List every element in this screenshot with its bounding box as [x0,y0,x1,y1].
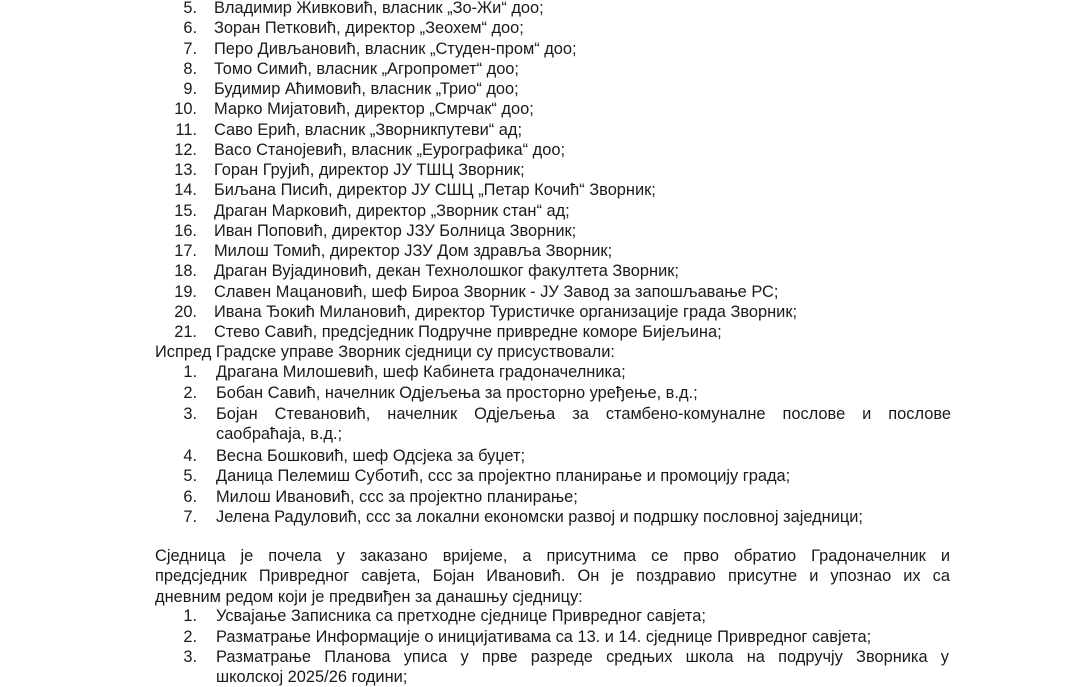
list-item-number: 17. [174,242,197,260]
admin-heading: Испред Градске управе Зворник сједници су присуствовали: [155,343,615,361]
intro-line: Сједница је почела у заказано вријеме, а присутнима се прво обратио Градоначелник и [155,547,950,565]
intro-line: дневним редом који је предвиђен за данашњу сједницу: [155,587,583,606]
list-item-text: Славен Мацановић, шеф Бироа Зворник - ЈУ Завод за запошљавање РС; [214,282,779,301]
list-item-text: Будимир Аћимовић, власник „Трио“ доо; [214,80,519,98]
list-item-number: 5. [183,0,197,17]
list-item-text: Иван Поповић, директор ЈЗУ Болница Зворник; [214,221,577,240]
list-item-text: Разматрање Планова уписа у прве разреде средњих школа на подручју Зворника у [216,648,949,666]
list-item-text: Бобан Савић, начелник Одјељења за просторно уређење, в.д.; [216,384,698,402]
list-item-text: Саво Ерић, власник „Зворникпутеви“ ад; [214,120,523,139]
list-item-text: Владимир Живковић, власник „Зо-Жи“ доо; [214,0,544,17]
list-item-text: Стево Савић, предсједник Подручне привредне коморе Бијељина; [214,323,722,341]
list-item-number: 7. [183,508,197,526]
list-item-number: 10. [174,100,197,119]
list-item-number: 1. [183,607,197,625]
list-item-text: Разматрање Информације о иницијативама са 13. и 14. сједнице Привредног савјета; [216,628,872,646]
list-item-text: Милош Томић, директор ЈЗУ Дом здравља Зворник; [214,242,613,260]
list-item-number: 4. [183,447,197,465]
list-item-text: Драган Вујадиновић, декан Технолошког факултета Зворник; [214,262,679,281]
list-item-text: Зоран Петковић, директор „Зеохем“ доо; [214,19,524,38]
list-item-text: Марко Мијатовић, директор „Смрчак“ доо; [214,100,534,119]
list-item-number: 16. [174,221,197,240]
list-item-number: 2. [183,384,197,402]
list-item-number: 11. [175,120,197,139]
list-item-text: Милош Ивановић, ссс за пројектно планирање; [216,488,578,506]
list-item-text: Томо Симић, власник „Агропромет“ доо; [214,59,519,78]
list-item-text: Горан Грујић, директор ЈУ ТШЦ Зворник; [214,161,525,179]
list-item-number: 14. [174,181,197,200]
list-item-text: Весна Бошковић, шеф Одсјека за буџет; [216,447,526,465]
list-item-number: 8. [183,59,197,78]
list-item-number: 3. [183,648,197,666]
list-item-number: 18. [174,262,197,281]
list-item-text: Перо Дивљановић, власник „Студен-пром“ доо; [214,39,577,58]
intro-line: предсједник Привредног савјета, Бојан Ивановић. Он је поздравио присутне и упознао их са [155,567,950,586]
list-item-text: саобраћаја, в.д.; [216,425,343,443]
list-item-text: Драган Марковић, директор „Зворник стан“ ад; [214,201,570,220]
list-item-number: 21. [174,323,197,341]
list-item-number: 20. [174,302,197,321]
list-item-text: Усвајање Записника са претходне сједнице Привредног савјета; [216,607,706,625]
list-item-number: 2. [183,628,197,646]
list-item-number: 5. [183,467,197,485]
list-item-text: Бојан Стевановић, начелник Одјељења за стамбено-комуналне послове и послове [216,405,951,423]
list-item-number: 19. [174,282,197,301]
list-item-number: 15. [174,201,197,220]
list-item-number: 7. [183,39,197,58]
list-item-number: 12. [174,140,197,159]
list-item-text: Васо Станојевић, власник „Еурографика“ доо; [214,140,566,159]
intro-paragraph [155,546,950,607]
list-item-number: 3. [183,405,197,423]
list-item-text: школској 2025/26 години; [216,668,408,686]
list-item-text: Биљана Писић, директор ЈУ СШЦ „Петар Кочић“ Зворник; [214,181,656,200]
list-item-text: Јелена Радуловић, ссс за локални економски развој и подршку пословној заједници; [216,508,863,526]
list-item-number: 1. [183,363,197,381]
list-item-number: 9. [183,80,197,98]
list-item-number: 13. [174,161,197,179]
list-item-number: 6. [183,19,197,38]
list-item-number: 6. [183,488,197,506]
list-item-text: Драгана Милошевић, шеф Кабинета градоначелника; [216,363,626,381]
list-item-text: Даница Пелемиш Суботић, ссс за пројектно планирање и промоцију града; [216,467,791,485]
list-item-text: Ивана Ђокић Милановић, директор Туристичке организације града Зворник; [214,302,798,321]
